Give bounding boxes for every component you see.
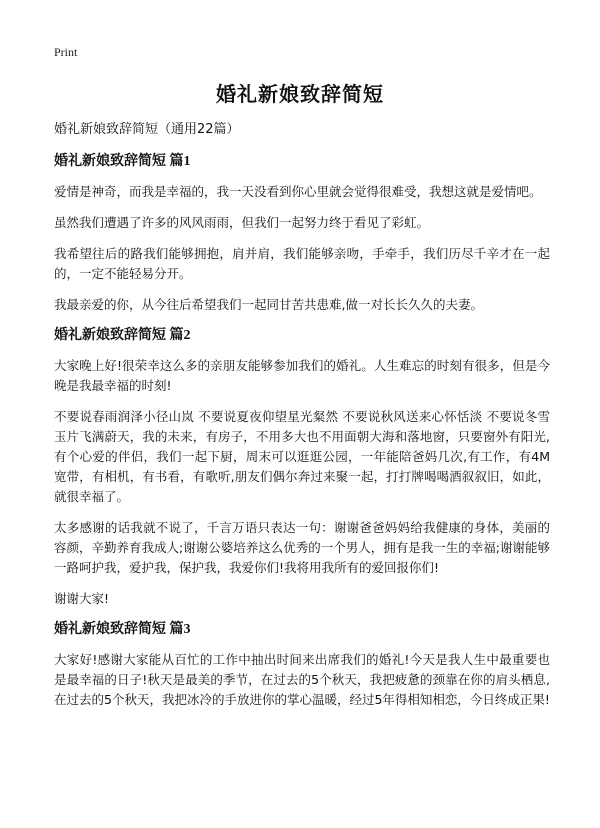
paragraph: 太多感谢的话我就不说了，千言万语只表达一句：谢谢爸爸妈妈给我健康的身体，美丽的容颜，辛勤养育我成人;谢谢公婆培养这么优秀的一个男人，拥有是我一生的幸福;谢谢能够一路呵护我，爱护我，保护我，我爱你们!我将用我所有的爱回报你们! [54, 520, 550, 575]
article-subtitle: 婚礼新娘致辞简短（通用22篇） [54, 122, 240, 137]
paragraph: 虽然我们遭遇了许多的风风雨雨，但我们一起努力终于看见了彩虹。 [54, 215, 430, 230]
section-2 [54, 326, 550, 609]
section-heading: 婚礼新娘致辞简短 篇3 [54, 622, 191, 637]
paragraph: 大家好!感谢大家能从百忙的工作中抽出时间来出席我们的婚礼!今天是我人生中最重要也是最幸福的日子!秋天是最美的季节，在过去的5个秋天，我把疲惫的颈靠在你的肩头栖息,在过去的5个秋天，我把冰冷的手放进你的掌心温暖，经过5年得相知相恋，今日终成正果! [54, 652, 550, 707]
print-link[interactable]: Print [54, 45, 78, 59]
section-1 [54, 152, 550, 315]
article-body [54, 120, 550, 721]
section-3 [54, 620, 550, 710]
page-title: 婚礼新娘致辞简短 [216, 82, 384, 106]
paragraph: 大家晚上好!很荣幸这么多的亲朋友能够参加我们的婚礼。人生难忘的时刻有很多，但是今晚是我最幸福的时刻! [54, 358, 550, 393]
paragraph: 我希望往后的路我们能够拥抱，肩并肩，我们能够亲吻，手牵手，我们历尽千辛才在一起的，一定不能轻易分开。 [54, 246, 550, 281]
paragraph: 不要说春雨润泽小径山岚 不要说夏夜仰望星光粲然 不要说秋风送来心怀恬淡 不要说冬雪玉片飞满蔚天，我的未来，有房子，不用多大也不用面朝大海和落地窗，只要窗外有阳光,有个心爱的伴侣，我们一起下厨，周末可以逛逛公园，一年能陪爸妈几次,有工作，有4M宽带，有相机，有书看，有歌听,朋友们偶尔奔过来聚一起，打打牌喝喝酒叙叙旧，如此，就很幸福了。 [54, 409, 550, 504]
paragraph: 爱情是神奇，而我是幸福的，我一天没看到你心里就会觉得很难受，我想这就是爱情吧。 [54, 184, 542, 199]
paragraph: 我最亲爱的你，从今往后希望我们一起同甘苦共患难,做一对长长久久的夫妻。 [54, 297, 483, 312]
section-heading: 婚礼新娘致辞简短 篇1 [54, 154, 191, 169]
section-heading: 婚礼新娘致辞简短 篇2 [54, 328, 191, 343]
paragraph: 谢谢大家! [54, 591, 110, 606]
